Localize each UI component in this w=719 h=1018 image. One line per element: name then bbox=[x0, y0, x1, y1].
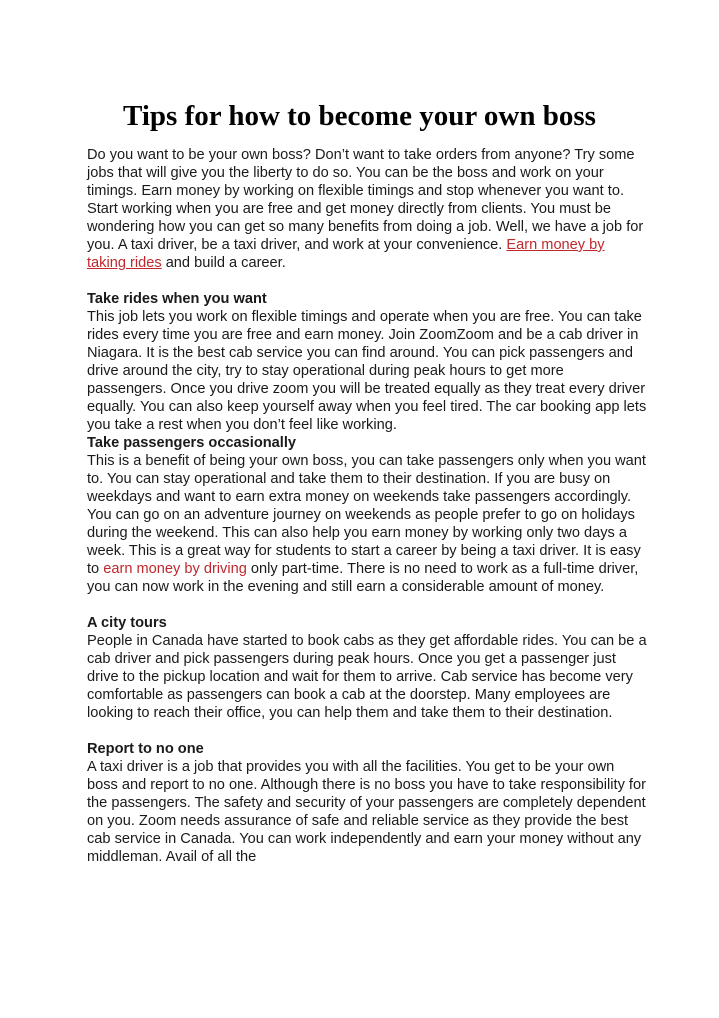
section-heading-report-to-no-one: Report to no one bbox=[87, 741, 204, 757]
section-heading-take-passengers: Take passengers occasionally bbox=[87, 435, 297, 451]
intro-text-after: and build a career. bbox=[161, 255, 286, 271]
spacer bbox=[87, 272, 647, 290]
section-heading-city-tours: A city tours bbox=[87, 615, 167, 631]
earn-money-taking-rides-link[interactable]: Earn money by taking rides bbox=[87, 237, 605, 271]
intro-text-before: Do you want to be your own boss? Don’t want to take orders from anyone? Try some jobs that will give you the liberty to do so. You can be the boss and work on your timings. Earn money by working on flexible timings and stop whenever you want to. Start working when you are free and get money directly from clients. You must be wondering how you can get so many benefits from doing a job. Well, we have a job for you. A taxi driver, be a taxi driver, and work at your convenience. bbox=[87, 147, 644, 253]
spacer bbox=[87, 722, 647, 740]
section2-text-before: This is a benefit of being your own boss, you can take passengers only when you want to. You can stay operational and take them to their destination. If you are busy on weekdays and want to earn extra money on weekends take passengers accordingly. You can go on an adventure journey on weekends as people prefer to go on holidays during the weekend. This can also help you earn money by working only two days a week. This is a great way for students to start a career by being a taxi driver. It is easy to bbox=[87, 453, 646, 577]
intro-paragraph bbox=[87, 146, 647, 272]
section-heading-take-rides: Take rides when you want bbox=[87, 291, 267, 307]
section-body-city-tours: People in Canada have started to book cabs as they get affordable rides. You can be a cab driver and pick passengers during peak hours. Once you get a passenger just drive to the pickup location and wait for them to arrive. Cab service has become very comfortable as passengers can book a cab at the doorstep. Many employees are looking to reach their office, you can help them and take them to their destination. bbox=[87, 633, 647, 721]
earn-money-by-driving-link[interactable]: earn money by driving bbox=[103, 561, 247, 577]
section-body-take-passengers bbox=[87, 452, 647, 596]
page-title: Tips for how to become your own boss bbox=[123, 100, 596, 132]
section-body-report-to-no-one: A taxi driver is a job that provides you with all the facilities. You get to be your own boss and report to no one. Although there is no boss you have to take responsibility for the passengers. The safety and security of your passengers are completely dependent on you. Zoom needs assurance of safe and reliable service as they provide the best cab service in Canada. You can work independently and earn your money without any middleman. Avail of all the bbox=[87, 759, 646, 865]
document-body bbox=[87, 146, 647, 866]
spacer bbox=[87, 596, 647, 614]
section2-text-after: only part-time. There is no need to work as a full-time driver, you can now work in the evening and still earn a considerable amount of money. bbox=[87, 561, 639, 595]
section-body-take-rides: This job lets you work on flexible timings and operate when you are free. You can take rides every time you are free and earn money. Join ZoomZoom and be a cab driver in Niagara. It is the best cab service you can find around. You can pick passengers and drive around the city, try to stay operational during peak hours to get more passengers. Once you drive zoom you will be treated equally as they treat every driver equally. You can also keep yourself away when you feel tired. The car booking app lets you take a rest when you don’t feel like working. bbox=[87, 309, 647, 433]
